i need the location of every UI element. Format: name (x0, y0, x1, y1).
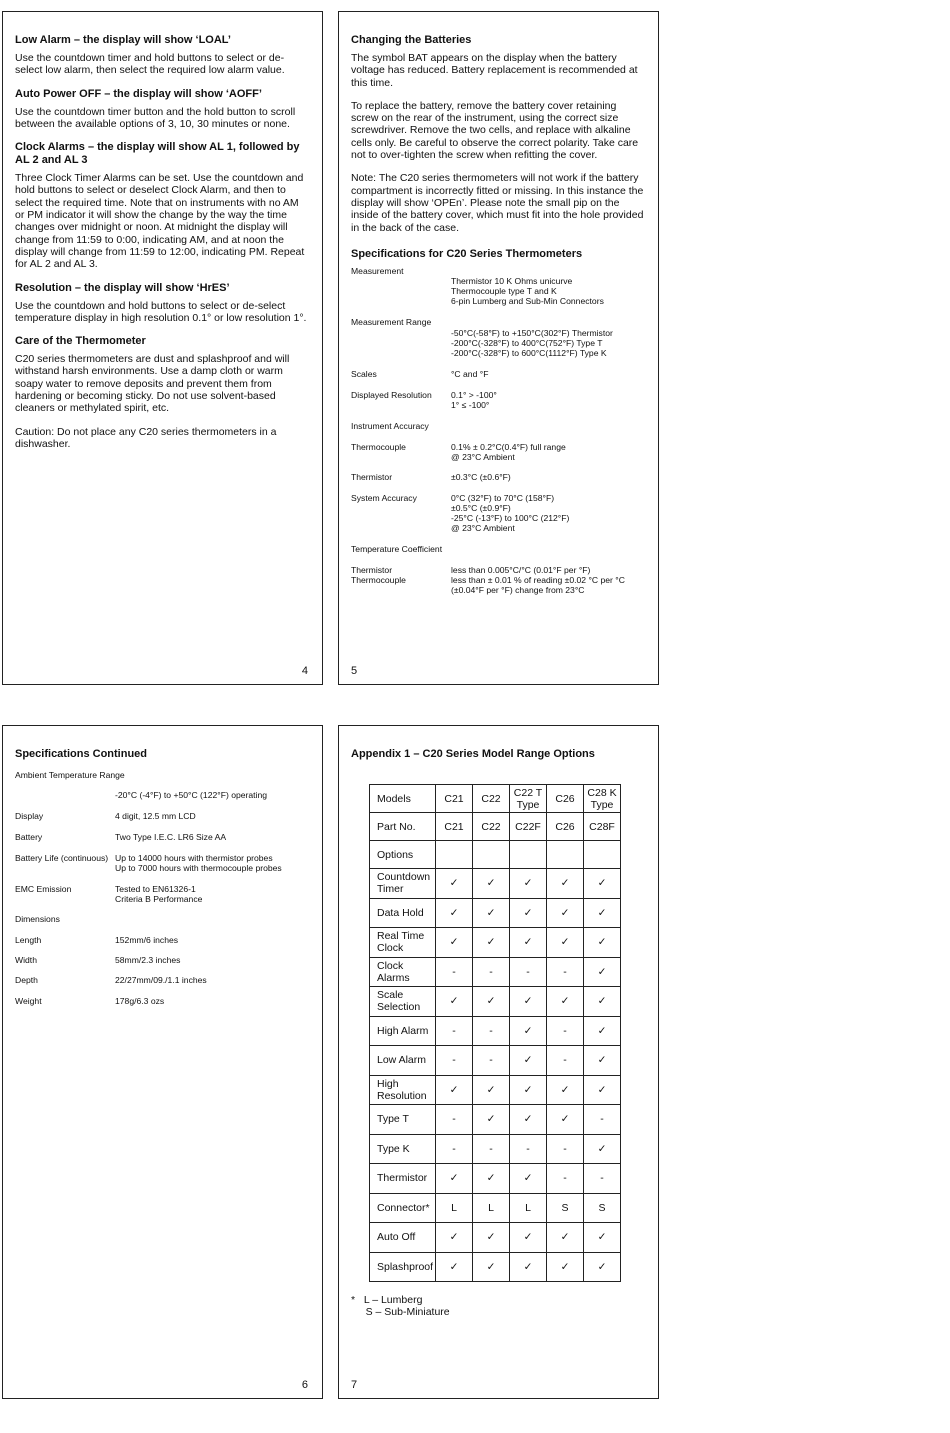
table-cell: ✓ (473, 928, 510, 958)
spec-value: -20°C (-4°F) to +50°C (122°F) operating (115, 790, 268, 800)
table-cell: ✓ (510, 1016, 547, 1046)
page-6 (2, 725, 323, 1399)
page-heading: Specifications Continued (15, 748, 148, 760)
table-cell: ✓ (547, 898, 584, 928)
table-row (370, 841, 621, 869)
table-cell: ✓ (510, 928, 547, 958)
page-number: 7 (351, 1379, 358, 1391)
table-cell (584, 841, 621, 869)
table-cell: ✓ (510, 1046, 547, 1076)
table-cell: L (436, 1193, 473, 1223)
row-label: Clock Alarms (370, 957, 436, 987)
spec-label: Thermistor (351, 471, 393, 482)
table-cell: ✓ (547, 1223, 584, 1253)
table-cell: - (473, 1016, 510, 1046)
table-cell: ✓ (547, 869, 584, 899)
section-paragraph: C20 series thermometers are dust and splashproof and will withstand harsh environments. Use a damp cloth or warm soapy water to remove deposits and prevent them from hardening or becoming sticky. Do not use solvent-based cleaners or methylated spirit, etc. (15, 353, 290, 415)
table-cell: ✓ (584, 1075, 621, 1105)
table-cell: C21 (436, 813, 473, 841)
page-5 (338, 11, 659, 685)
table-row (370, 813, 621, 841)
table-cell: C22F (510, 813, 547, 841)
section-paragraph: To replace the battery, remove the battery cover retaining screw on the rear of the instrument, using the correct size screwdriver. Remove the two cells, and replace with alkaline cells only. Be careful to observe the correct polarity. Take care not to over-tighten the screw when refitting the cover. (351, 99, 639, 162)
table-cell: - (584, 1164, 621, 1194)
spec-label: Battery Life (continuous) (15, 853, 109, 863)
table-cell: - (473, 957, 510, 987)
table-cell: C28 K Type (584, 785, 621, 813)
table-cell: C22 (473, 813, 510, 841)
spec-value: 22/27mm/09./1.1 inches (115, 975, 207, 985)
table-cell: L (473, 1193, 510, 1223)
spec-label: Dimensions (15, 914, 60, 924)
table-cell: - (547, 957, 584, 987)
spec-value: -50°C(-58°F) to +150°C(302°F) Thermistor -200°C(-328°F) to 400°C(752°F) Type T -200°C(-328°F) to 600°C(1112°F) Type K (451, 327, 613, 359)
table-cell: ✓ (436, 928, 473, 958)
section-paragraph: Use the countdown timer and hold buttons to select or de-select low alarm, then select the required low alarm value. (15, 52, 285, 77)
table-cell: ✓ (473, 1164, 510, 1194)
table-row (370, 928, 621, 958)
table-cell: C26 (547, 785, 584, 813)
table-cell: ✓ (510, 869, 547, 899)
footnote-line: S – Sub-Miniature (351, 1306, 450, 1318)
table-row (370, 898, 621, 928)
table-cell: ✓ (436, 1252, 473, 1282)
table-row (370, 869, 621, 899)
table-header-row (370, 785, 621, 813)
spec-value: Tested to EN61326-1 Criteria B Performance (115, 884, 203, 905)
table-cell: ✓ (584, 987, 621, 1017)
spec-value: Two Type I.E.C. LR6 Size AA (115, 832, 227, 842)
row-label: Real Time Clock (370, 928, 436, 958)
spec-list (351, 266, 646, 606)
table-cell: ✓ (510, 1252, 547, 1282)
spec-label: Weight (15, 996, 42, 1006)
table-cell: S (547, 1193, 584, 1223)
section-heading: Auto Power OFF – the display will show ‘AOFF’ (15, 87, 262, 100)
row-label: Connector* (370, 1193, 436, 1223)
spec-value: °C and °F (451, 368, 489, 379)
row-label: Type K (370, 1134, 436, 1164)
row-label: Thermistor (370, 1164, 436, 1194)
row-label: Auto Off (370, 1223, 436, 1253)
spec-label: Measurement Range (351, 316, 432, 327)
table-cell: C21 (436, 785, 473, 813)
row-label: Models (370, 785, 436, 813)
table-cell: ✓ (547, 1105, 584, 1135)
table-cell: - (547, 1046, 584, 1076)
row-label: High Resolution (370, 1075, 436, 1105)
table-cell: ✓ (436, 1164, 473, 1194)
spec-label: Thermistor Thermocouple (351, 564, 406, 586)
spec-label: Depth (15, 975, 38, 985)
spec-label: Display (15, 811, 44, 821)
spec-heading: Specifications for C20 Series Thermometers (351, 247, 583, 260)
table-cell (510, 841, 547, 869)
section-paragraph: Three Clock Timer Alarms can be set. Use the countdown and hold buttons to select or deselect Clock Alarm, and then to select the required time. Note that on instruments with no AM or PM indicator it will show the change by the way the time changes over midnight or noon. At midnight the display will change from 11:59 to 0:00, indicating AM, and at noon the display will change from 11:59 to 12:00, indicating PM. Repeat for AL 2 and AL 3. (15, 172, 305, 271)
table-cell: ✓ (584, 1046, 621, 1076)
table-cell: ✓ (473, 869, 510, 899)
table-row (370, 1252, 621, 1282)
table-cell: ✓ (473, 1105, 510, 1135)
spec-value: 4 digit, 12.5 mm LCD (115, 811, 196, 821)
table-cell: ✓ (584, 1223, 621, 1253)
row-label: Options (370, 841, 436, 869)
table-cell: ✓ (436, 1223, 473, 1253)
spec-label: Scales (351, 368, 377, 379)
table-cell: ✓ (436, 987, 473, 1017)
table-cell: - (510, 957, 547, 987)
table-row (370, 957, 621, 987)
table-cell: - (436, 1105, 473, 1135)
table-cell: ✓ (584, 957, 621, 987)
page-number: 4 (301, 665, 308, 677)
spec-label: EMC Emission (15, 884, 72, 894)
spec-value: 58mm/2.3 inches (115, 955, 181, 965)
section-heading: Care of the Thermometer (15, 335, 146, 348)
table-row (370, 987, 621, 1017)
table-cell: ✓ (436, 1075, 473, 1105)
spec-label: Instrument Accuracy (351, 420, 429, 431)
table-cell: ✓ (510, 898, 547, 928)
spec-label: Temperature Coefficient (351, 543, 443, 554)
model-options-table (369, 784, 621, 1282)
spec-value: 0°C (32°F) to 70°C (158°F) ±0.5°C (±0.9°F) -25°C (-13°F) to 100°C (212°F) @ 23°C Ambient (451, 492, 570, 534)
table-cell: - (584, 1105, 621, 1135)
row-label: Data Hold (370, 898, 436, 928)
table-row (370, 1164, 621, 1194)
spec-label: System Accuracy (351, 492, 417, 503)
row-label: Low Alarm (370, 1046, 436, 1076)
table-cell: ✓ (473, 1075, 510, 1105)
table-cell (436, 841, 473, 869)
page-6-content (3, 726, 322, 1010)
table-cell: - (473, 1134, 510, 1164)
table-cell: S (584, 1193, 621, 1223)
table-row (370, 1223, 621, 1253)
table-cell: ✓ (473, 1223, 510, 1253)
page-number: 5 (351, 665, 358, 677)
spec-label: Ambient Temperature Range (15, 770, 125, 780)
table-row (370, 1016, 621, 1046)
table-cell: ✓ (584, 869, 621, 899)
table-cell: - (473, 1046, 510, 1076)
table-cell: ✓ (510, 1075, 547, 1105)
table-cell: - (436, 1016, 473, 1046)
table-cell: ✓ (473, 987, 510, 1017)
table-cell: ✓ (584, 898, 621, 928)
page-number: 6 (301, 1379, 308, 1391)
page-7 (338, 725, 659, 1399)
spec-value: 0.1° > -100° 1° ≤ -100° (451, 389, 497, 411)
table-row (370, 1193, 621, 1223)
table-cell: ✓ (436, 869, 473, 899)
spec-label: Length (15, 935, 42, 945)
spec-value: ±0.3°C (±0.6°F) (451, 471, 511, 482)
table-row (370, 1105, 621, 1135)
page-4 (2, 11, 323, 685)
spec-value: 152mm/6 inches (115, 935, 179, 945)
table-cell: ✓ (547, 1075, 584, 1105)
table-cell: ✓ (473, 898, 510, 928)
table-cell: - (510, 1134, 547, 1164)
section-heading: Changing the Batteries (351, 34, 472, 46)
spec-label: Thermocouple (351, 441, 406, 452)
table-cell: C22 T Type (510, 785, 547, 813)
spec-list (15, 770, 310, 1010)
spec-label: Battery (15, 832, 43, 842)
table-cell: ✓ (510, 987, 547, 1017)
table-cell: - (547, 1016, 584, 1046)
table-cell: - (436, 957, 473, 987)
table-cell: ✓ (510, 1105, 547, 1135)
spec-label: Width (15, 955, 37, 965)
spec-label: Displayed Resolution (351, 389, 432, 400)
section-paragraph: Caution: Do not place any C20 series thermometers in a dishwasher. (15, 425, 277, 450)
table-cell: C28F (584, 813, 621, 841)
table-cell: - (547, 1134, 584, 1164)
table-cell: ✓ (547, 1252, 584, 1282)
table-cell: ✓ (510, 1223, 547, 1253)
spec-value: 0.1% ± 0.2°C(0.4°F) full range @ 23°C Ambient (451, 441, 566, 463)
row-label: Splashproof (370, 1252, 436, 1282)
table-cell: ✓ (547, 987, 584, 1017)
spec-value: Up to 14000 hours with thermistor probes Up to 7000 hours with thermocouple probes (115, 853, 282, 874)
section-heading: Clock Alarms – the display will show AL 1, followed by AL 2 and AL 3 (15, 141, 300, 167)
table-cell: C22 (473, 785, 510, 813)
table-cell: ✓ (584, 1134, 621, 1164)
footnote-line: * L – Lumberg (351, 1294, 423, 1306)
table-cell: ✓ (473, 1252, 510, 1282)
section-paragraph: The symbol BAT appears on the display when the battery voltage has reduced. Battery replacement is recommended at this time. (351, 52, 638, 89)
section-heading: Low Alarm – the display will show ‘LOAL’ (15, 34, 231, 46)
section-paragraph: Use the countdown timer button and the hold button to scroll between the available options of 3, 10, 30 minutes or none. (15, 105, 296, 130)
table-cell: ✓ (547, 928, 584, 958)
footnote (351, 1294, 450, 1318)
row-label: Countdown Timer (370, 869, 436, 899)
table-cell: ✓ (584, 1016, 621, 1046)
spec-value: Thermistor 10 K Ohms unicurve Thermocouple type T and K 6-pin Lumberg and Sub-Min Connectors (451, 275, 604, 307)
batteries-section (351, 34, 646, 234)
section-paragraph: Note: The C20 series thermometers will not work if the battery compartment is incorrectly fitted or missing. In this instance the display will show ‘OPEn’. Please note the small pip on the inside of the battery cover, which must fit into the hole provided in the back of the case. (351, 172, 644, 234)
row-label: Type T (370, 1105, 436, 1135)
row-label: High Alarm (370, 1016, 436, 1046)
table-cell: ✓ (436, 898, 473, 928)
row-label: Scale Selection (370, 987, 436, 1017)
table-cell: L (510, 1193, 547, 1223)
table-cell (547, 841, 584, 869)
page-7-content (339, 726, 658, 761)
page-5-content (339, 12, 658, 606)
table-cell (473, 841, 510, 869)
table-cell: ✓ (584, 928, 621, 958)
table-row (370, 1075, 621, 1105)
table-cell: ✓ (510, 1164, 547, 1194)
table-row (370, 1134, 621, 1164)
spec-value: 178g/6.3 ozs (115, 996, 165, 1006)
table-cell: C26 (547, 813, 584, 841)
table-row (370, 1046, 621, 1076)
table-cell: ✓ (584, 1252, 621, 1282)
spec-label: Measurement (351, 265, 404, 276)
section-paragraph: Use the countdown and hold buttons to select or de-select temperature display in high resolution 0.1° or low resolution 1°. (15, 299, 307, 324)
row-label: Part No. (370, 813, 436, 841)
section-heading: Resolution – the display will show ‘HrES’ (15, 281, 230, 294)
table-cell: - (436, 1134, 473, 1164)
table-cell: - (547, 1164, 584, 1194)
table-cell: - (436, 1046, 473, 1076)
page-heading: Appendix 1 – C20 Series Model Range Options (351, 748, 595, 760)
spec-value: less than 0.005°C/°C (0.01°F per °F) less than ± 0.01 % of reading ±0.02 °C per °C (±0.04°F per °F) change from 23°C (451, 564, 625, 596)
page-4-content (3, 12, 322, 450)
